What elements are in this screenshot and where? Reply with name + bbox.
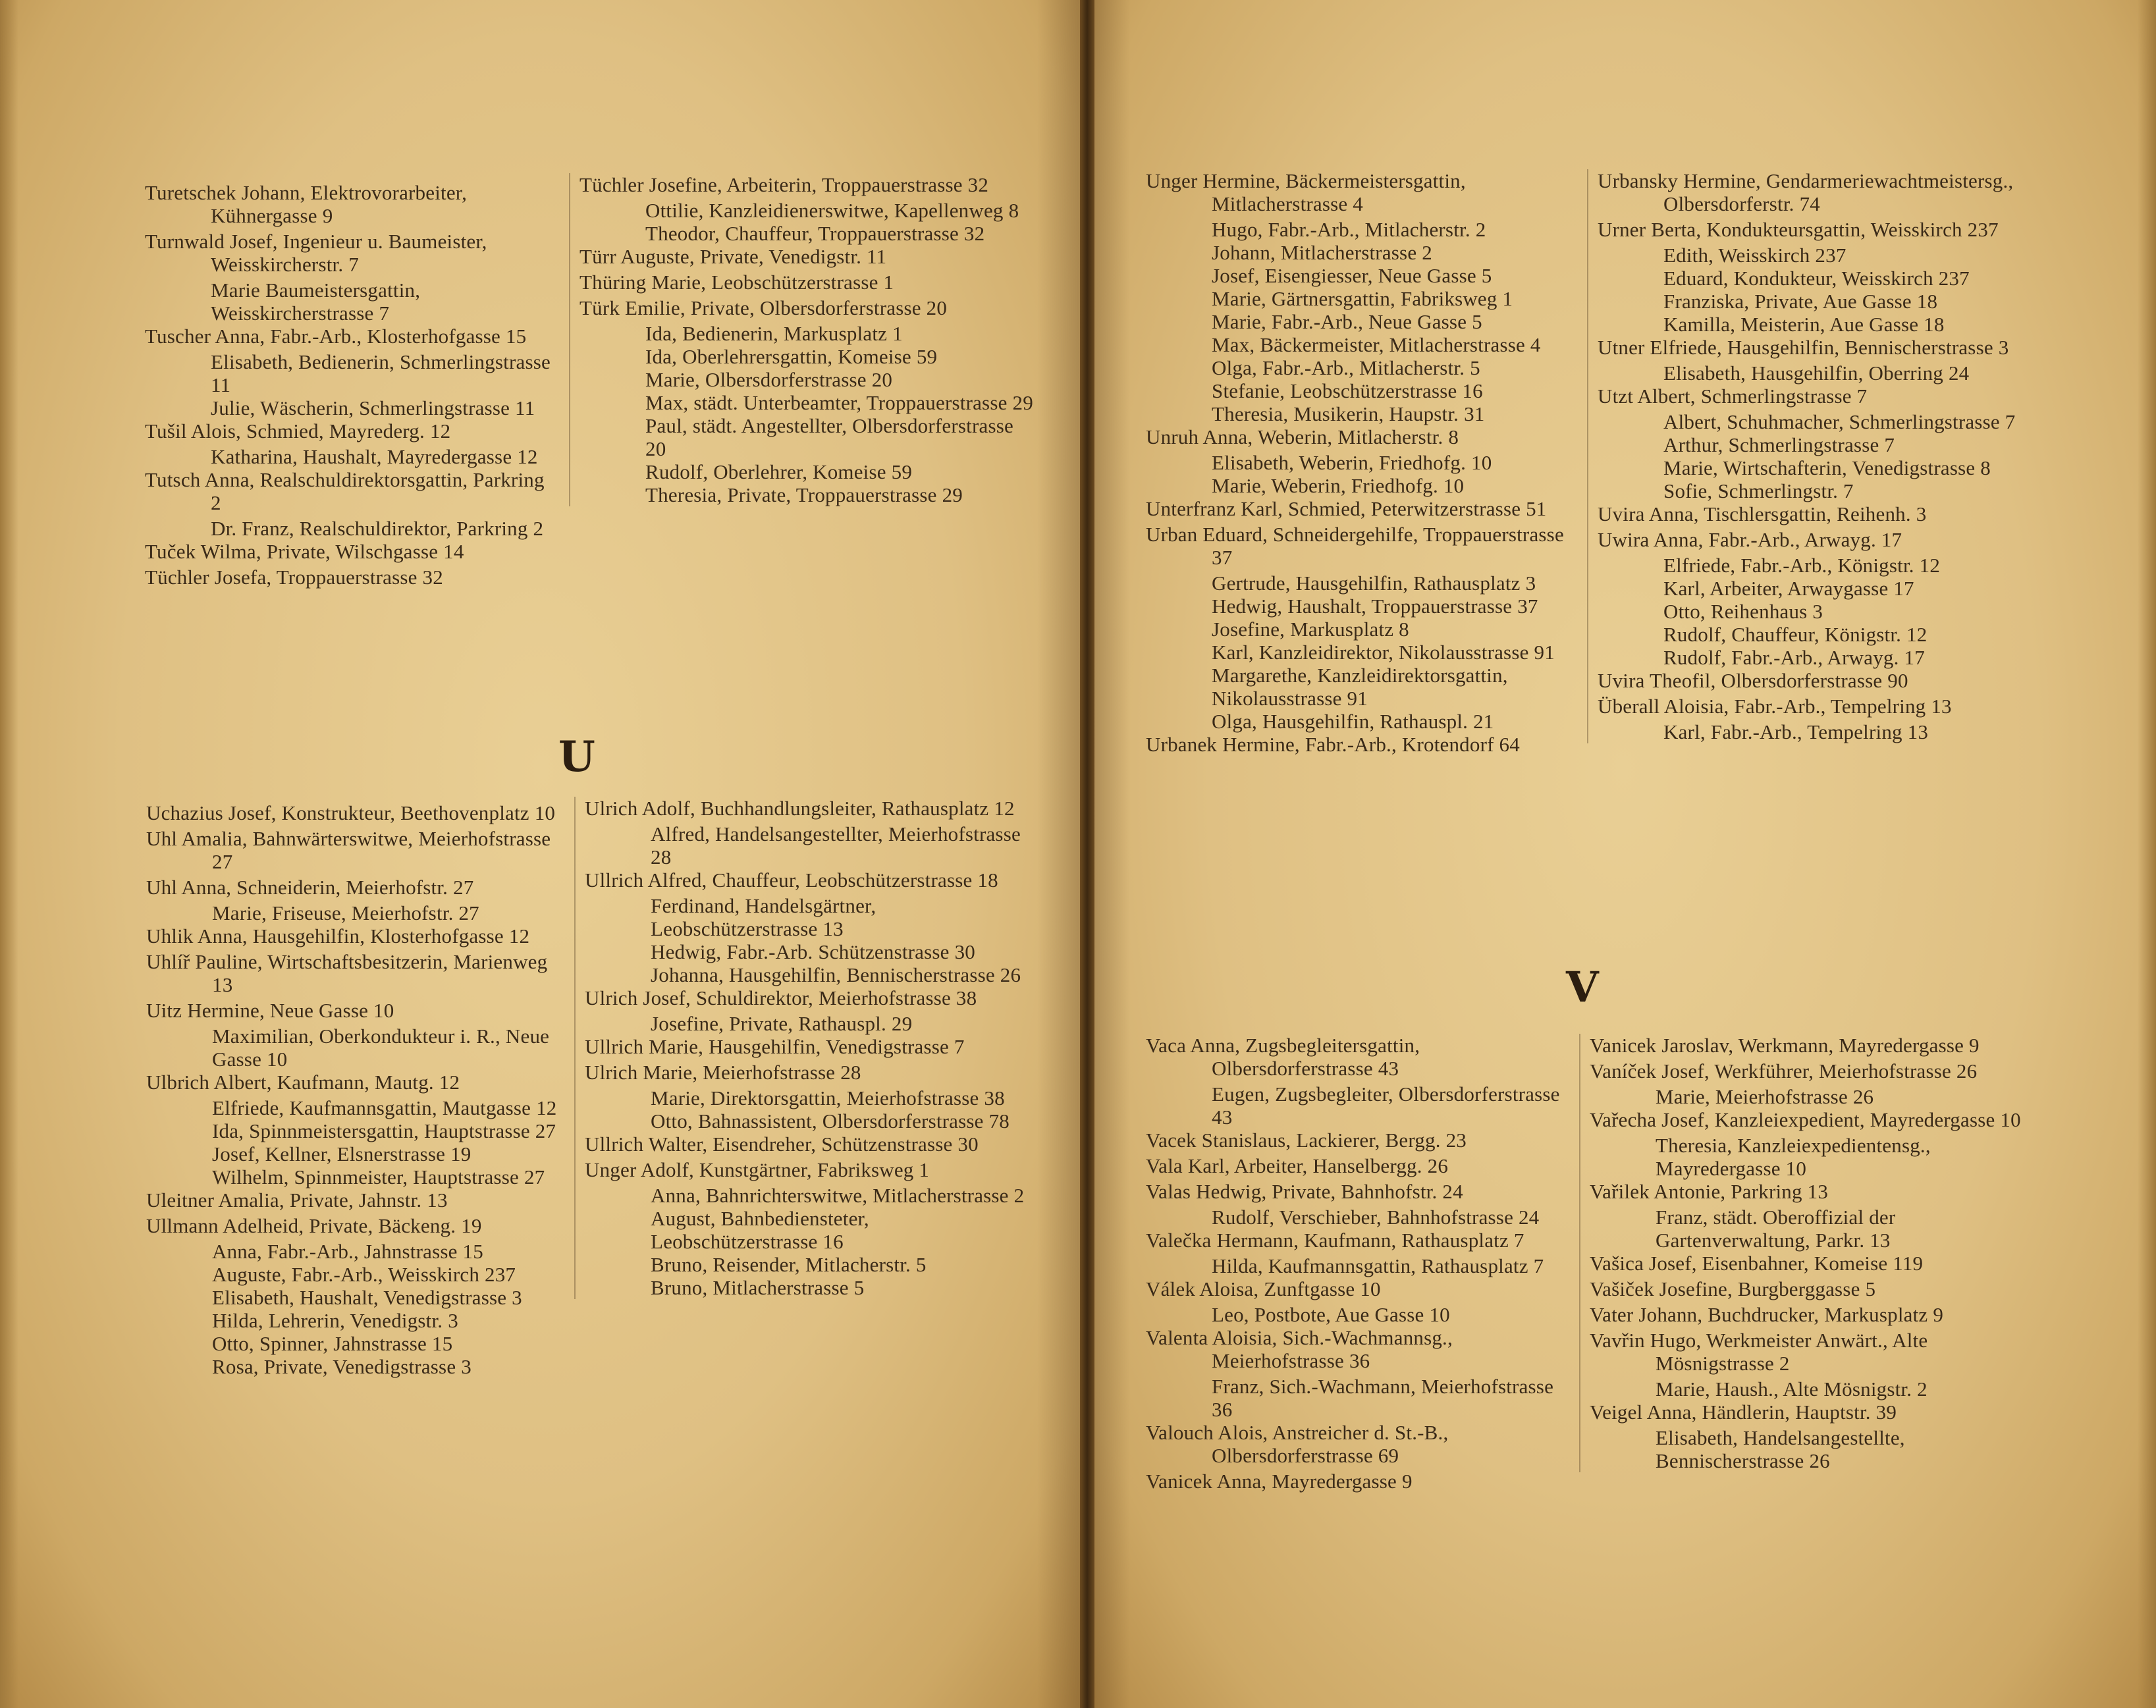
directory-entry: Urner Berta, Kondukteursgattin, Weisskirch 237: [1598, 218, 1999, 241]
directory-entry: Urbanek Hermine, Fabr.-Arb., Krotendorf 64: [1146, 733, 1520, 756]
directory-entry: Vanicek Jaroslav, Werkmann, Mayredergasse 9: [1590, 1034, 1980, 1057]
directory-entry: Uvira Anna, Tischlersgattin, Reihenh. 3: [1598, 502, 1927, 525]
directory-subentry: Franz, städt. Oberoffizial der Gartenverwaltung, Parkr. 13: [1656, 1206, 1896, 1252]
directory-entry: Unger Adolf, Kunstgärtner, Fabriksweg 1: [585, 1158, 930, 1181]
directory-entry: Vašica Josef, Eisenbahner, Komeise 119: [1590, 1252, 1924, 1275]
directory-subentry: Josefine, Private, Rathauspl. 29: [651, 1012, 913, 1035]
directory-subentry: Max, städt. Unterbeamter, Troppauerstrasse 29: [645, 391, 1033, 414]
directory-subentry: Albert, Schuhmacher, Schmerlingstrasse 7: [1663, 410, 2016, 433]
directory-entry: Uchazius Josef, Konstrukteur, Beethovenplatz 10: [146, 801, 556, 824]
directory-subentry: August, Bahnbediensteter, Leobschützerstrasse 16: [651, 1207, 869, 1253]
directory-entry: Uvira Theofil, Olbersdorferstrasse 90: [1598, 669, 1908, 692]
directory-subentry: Marie, Fabr.-Arb., Neue Gasse 5: [1212, 310, 1482, 333]
directory-subentry: Dr. Franz, Realschuldirektor, Parkring 2: [211, 517, 544, 540]
directory-entry: Uhlíř Pauline, Wirtschaftsbesitzerin, Marienweg 13: [146, 950, 548, 996]
directory-subentry: Sofie, Schmerlingstr. 7: [1663, 479, 1854, 502]
directory-subentry: Stefanie, Leobschützerstrasse 16: [1212, 379, 1483, 402]
directory-subentry: Eugen, Zugsbegleiter, Olbersdorferstrasse 43: [1212, 1082, 1560, 1129]
directory-entry: Valenta Aloisia, Sich.-Wachmannsg., Meierhofstrasse 36: [1146, 1326, 1453, 1372]
column-u-right: [574, 797, 1039, 1299]
directory-subentry: Auguste, Fabr.-Arb., Weisskirch 237: [212, 1263, 516, 1286]
directory-subentry: Ottilie, Kanzleidienerswitwe, Kapellenweg 8: [645, 199, 1019, 222]
directory-subentry: Otto, Spinner, Jahnstrasse 15: [212, 1332, 453, 1355]
directory-subentry: Johann, Mitlacherstrasse 2: [1212, 241, 1432, 264]
directory-subentry: Elisabeth, Weberin, Friedhofg. 10: [1212, 451, 1492, 474]
directory-subentry: Marie, Direktorsgattin, Meierhofstrasse 38: [651, 1086, 1005, 1109]
directory-subentry: Marie, Olbersdorferstrasse 20: [645, 368, 893, 391]
directory-subentry: Franziska, Private, Aue Gasse 18: [1663, 290, 1938, 313]
directory-entry: Ullrich Walter, Eisendreher, Schützenstrasse 30: [585, 1133, 979, 1156]
section-letter-v: V: [1566, 963, 1599, 1012]
directory-subentry: Hedwig, Haushalt, Troppauerstrasse 37: [1212, 595, 1538, 618]
directory-subentry: Max, Bäckermeister, Mitlacherstrasse 4: [1212, 333, 1541, 356]
directory-subentry: Elisabeth, Bedienerin, Schmerlingstrasse 11: [211, 350, 551, 396]
directory-entry: Unger Hermine, Bäckermeistersgattin, Mitlacherstrasse 4: [1146, 169, 1466, 215]
directory-subentry: Franz, Sich.-Wachmann, Meierhofstrasse 36: [1212, 1375, 1554, 1421]
directory-subentry: Bruno, Mitlacherstrasse 5: [651, 1276, 865, 1299]
directory-subentry: Elfriede, Kaufmannsgattin, Mautgasse 12: [212, 1096, 557, 1119]
directory-entry: Unruh Anna, Weberin, Mitlacherstr. 8: [1146, 425, 1459, 448]
directory-subentry: Hedwig, Fabr.-Arb. Schützenstrasse 30: [651, 940, 975, 963]
directory-subentry: Marie Baumeistersgattin, Weisskircherstrasse 7: [211, 279, 421, 325]
directory-subentry: Josef, Eisengiesser, Neue Gasse 5: [1212, 264, 1492, 287]
directory-entry: Turetschek Johann, Elektrovorarbeiter, Kühnergasse 9: [145, 181, 468, 227]
directory-entry: Überall Aloisia, Fabr.-Arb., Tempelring 13: [1598, 695, 1952, 718]
directory-subentry: Elfriede, Fabr.-Arb., Königstr. 12: [1663, 554, 1941, 577]
directory-subentry: Hilda, Lehrerin, Venedigstr. 3: [212, 1309, 458, 1332]
directory-subentry: Karl, Kanzleidirektor, Nikolausstrasse 91: [1212, 641, 1555, 664]
directory-subentry: Josefine, Markusplatz 8: [1212, 618, 1409, 641]
directory-subentry: Marie, Gärtnersgattin, Fabriksweg 1: [1212, 287, 1513, 310]
directory-entry: Uhl Anna, Schneiderin, Meierhofstr. 27: [146, 876, 474, 899]
column-u-continued-left: [1146, 169, 1571, 759]
directory-entry: Vanicek Anna, Mayredergasse 9: [1146, 1470, 1413, 1493]
directory-entry: Türk Emilie, Private, Olbersdorferstrasse 20: [579, 296, 948, 319]
directory-entry: Utner Elfriede, Hausgehilfin, Bennischerstrasse 3: [1598, 336, 2009, 359]
directory-subentry: Gertrude, Hausgehilfin, Rathausplatz 3: [1212, 572, 1536, 595]
directory-subentry: Elisabeth, Handelsangestellte, Bennischerstrasse 26: [1656, 1426, 1905, 1472]
directory-entry: Valas Hedwig, Private, Bahnhofstr. 24: [1146, 1180, 1463, 1203]
page-edge-left: [0, 0, 18, 1708]
column-t-left: [145, 181, 556, 591]
directory-subentry: Hugo, Fabr.-Arb., Mitlacherstr. 2: [1212, 218, 1486, 241]
column-v-right: [1579, 1034, 2044, 1472]
directory-subentry: Rudolf, Verschieber, Bahnhofstrasse 24: [1212, 1206, 1540, 1229]
directory-subentry: Theresia, Kanzleiexpedientensg., Mayredergasse 10: [1656, 1134, 1931, 1180]
directory-entry: Ulbrich Albert, Kaufmann, Mautg. 12: [146, 1071, 460, 1094]
directory-entry: Ullrich Alfred, Chauffeur, Leobschützerstrasse 18: [585, 868, 998, 892]
directory-subentry: Theodor, Chauffeur, Troppauerstrasse 32: [645, 222, 985, 245]
column-v-left: [1146, 1034, 1571, 1495]
directory-subentry: Olga, Fabr.-Arb., Mitlacherstr. 5: [1212, 356, 1480, 379]
page-edge-right: [2138, 0, 2156, 1708]
directory-entry: Ullmann Adelheid, Private, Bäckeng. 19: [146, 1214, 482, 1237]
directory-entry: Uleitner Amalia, Private, Jahnstr. 13: [146, 1188, 448, 1212]
directory-subentry: Karl, Fabr.-Arb., Tempelring 13: [1663, 720, 1929, 743]
directory-entry: Ulrich Adolf, Buchhandlungsleiter, Rathausplatz 12: [585, 797, 1015, 820]
directory-entry: Urban Eduard, Schneidergehilfe, Troppauerstrasse 37: [1146, 523, 1564, 569]
directory-entry: Vařecha Josef, Kanzleiexpedient, Mayredergasse 10: [1590, 1108, 2021, 1131]
directory-entry: Vala Karl, Arbeiter, Hanselbergg. 26: [1146, 1154, 1449, 1177]
directory-subentry: Rudolf, Oberlehrer, Komeise 59: [645, 460, 913, 483]
directory-subentry: Theresia, Private, Troppauerstrasse 29: [645, 483, 963, 506]
directory-subentry: Rosa, Private, Venedigstrasse 3: [212, 1355, 472, 1378]
directory-subentry: Margarethe, Kanzleidirektorsgattin, Nikolausstrasse 91: [1212, 664, 1508, 710]
directory-subentry: Rudolf, Chauffeur, Königstr. 12: [1663, 623, 1927, 646]
directory-entry: Uitz Hermine, Neue Gasse 10: [146, 999, 394, 1022]
directory-subentry: Rudolf, Fabr.-Arb., Arwayg. 17: [1663, 646, 1925, 669]
directory-subentry: Karl, Arbeiter, Arwaygasse 17: [1663, 577, 1914, 600]
directory-subentry: Bruno, Reisender, Mitlacherstr. 5: [651, 1253, 927, 1276]
directory-subentry: Kamilla, Meisterin, Aue Gasse 18: [1663, 313, 1945, 336]
directory-subentry: Otto, Reihenhaus 3: [1663, 600, 1823, 623]
directory-subentry: Leo, Postbote, Aue Gasse 10: [1212, 1303, 1450, 1326]
directory-entry: Válek Aloisa, Zunftgasse 10: [1146, 1277, 1381, 1300]
directory-subentry: Anna, Fabr.-Arb., Jahnstrasse 15: [212, 1240, 483, 1263]
column-u-continued-right: [1587, 169, 2045, 743]
directory-subentry: Olga, Hausgehilfin, Rathauspl. 21: [1212, 710, 1494, 733]
directory-subentry: Marie, Wirtschafterin, Venedigstrasse 8: [1663, 456, 1991, 479]
directory-entry: Tuček Wilma, Private, Wilschgasse 14: [145, 540, 464, 563]
book-gutter: [1080, 0, 1094, 1708]
directory-entry: Tüchler Josefine, Arbeiterin, Troppauerstrasse 32: [579, 173, 989, 196]
directory-subentry: Hilda, Kaufmannsgattin, Rathausplatz 7: [1212, 1254, 1544, 1277]
directory-entry: Uhlik Anna, Hausgehilfin, Klosterhofgasse 12: [146, 924, 530, 947]
directory-entry: Thüring Marie, Leobschützerstrasse 1: [579, 271, 894, 294]
directory-entry: Vařilek Antonie, Parkring 13: [1590, 1180, 1829, 1203]
directory-subentry: Marie, Friseuse, Meierhofstr. 27: [212, 901, 479, 924]
column-u-left: [146, 801, 561, 1378]
directory-subentry: Ida, Bedienerin, Markusplatz 1: [645, 322, 903, 345]
directory-subentry: Julie, Wäscherin, Schmerlingstrasse 11: [211, 396, 535, 419]
directory-entry: Vaníček Josef, Werkführer, Meierhofstrasse 26: [1590, 1059, 1978, 1082]
directory-entry: Tüchler Josefa, Troppauerstrasse 32: [145, 566, 443, 589]
directory-subentry: Wilhelm, Spinnmeister, Hauptstrasse 27: [212, 1165, 545, 1188]
directory-entry: Tutsch Anna, Realschuldirektorsgattin, Parkring 2: [145, 468, 545, 514]
directory-entry: Uhl Amalia, Bahnwärterswitwe, Meierhofstrasse 27: [146, 827, 551, 873]
directory-entry: Vater Johann, Buchdrucker, Markusplatz 9: [1590, 1303, 1944, 1326]
directory-subentry: Otto, Bahnassistent, Olbersdorferstrasse 78: [651, 1109, 1010, 1133]
column-t-right: [569, 173, 1034, 506]
directory-entry: Turnwald Josef, Ingenieur u. Baumeister, Weisskircherstr. 7: [145, 230, 487, 276]
directory-entry: Unterfranz Karl, Schmied, Peterwitzerstrasse 51: [1146, 497, 1547, 520]
directory-subentry: Marie, Meierhofstrasse 26: [1656, 1085, 1874, 1108]
directory-subentry: Johanna, Hausgehilfin, Bennischerstrasse 26: [651, 963, 1021, 986]
directory-subentry: Alfred, Handelsangestellter, Meierhofstrasse 28: [651, 822, 1021, 868]
directory-subentry: Marie, Weberin, Friedhofg. 10: [1212, 474, 1465, 497]
directory-subentry: Arthur, Schmerlingstrasse 7: [1663, 433, 1895, 456]
directory-subentry: Ferdinand, Handelsgärtner, Leobschützerstrasse 13: [651, 894, 876, 940]
directory-entry: Vašiček Josefine, Burgberggasse 5: [1590, 1277, 1876, 1300]
directory-subentry: Theresia, Musikerin, Haupstr. 31: [1212, 402, 1485, 425]
directory-subentry: Josef, Kellner, Elsnerstrasse 19: [212, 1142, 472, 1165]
directory-subentry: Maximilian, Oberkondukteur i. R., Neue Gasse 10: [212, 1025, 550, 1071]
directory-entry: Vavřin Hugo, Werkmeister Anwärt., Alte Mösnigstrasse 2: [1590, 1329, 1928, 1375]
directory-subentry: Elisabeth, Haushalt, Venedigstrasse 3: [212, 1286, 522, 1309]
directory-entry: Ulrich Marie, Meierhofstrasse 28: [585, 1061, 861, 1084]
directory-entry: Valouch Alois, Anstreicher d. St.-B., Olbersdorferstrasse 69: [1146, 1421, 1449, 1467]
directory-entry: Vaca Anna, Zugsbegleitersgattin, Olbersdorferstrasse 43: [1146, 1034, 1420, 1080]
directory-subentry: Marie, Haush., Alte Mösnigstr. 2: [1656, 1377, 1927, 1401]
directory-entry: Veigel Anna, Händlerin, Hauptstr. 39: [1590, 1401, 1897, 1424]
directory-subentry: Ida, Spinnmeistersgattin, Hauptstrasse 27: [212, 1119, 556, 1142]
directory-entry: Valečka Hermann, Kaufmann, Rathausplatz 7: [1146, 1229, 1524, 1252]
directory-entry: Türr Auguste, Private, Venedigstr. 11: [579, 245, 887, 268]
directory-subentry: Eduard, Kondukteur, Weisskirch 237: [1663, 267, 1970, 290]
directory-subentry: Edith, Weisskirch 237: [1663, 244, 1846, 267]
directory-entry: Ullrich Marie, Hausgehilfin, Venedigstrasse 7: [585, 1035, 965, 1058]
directory-entry: Uwira Anna, Fabr.-Arb., Arwayg. 17: [1598, 528, 1902, 551]
directory-entry: Ulrich Josef, Schuldirektor, Meierhofstrasse 38: [585, 986, 977, 1009]
directory-subentry: Elisabeth, Hausgehilfin, Oberring 24: [1663, 361, 1970, 385]
directory-entry: Urbansky Hermine, Gendarmeriewachtmeistersg., Olbersdorferstr. 74: [1598, 169, 2014, 215]
directory-entry: Vacek Stanislaus, Lackierer, Bergg. 23: [1146, 1129, 1467, 1152]
directory-subentry: Paul, städt. Angestellter, Olbersdorferstrasse 20: [645, 414, 1013, 460]
section-letter-u: U: [558, 732, 595, 782]
directory-entry: Tuscher Anna, Fabr.-Arb., Klosterhofgasse 15: [145, 325, 527, 348]
directory-subentry: Katharina, Haushalt, Mayredergasse 12: [211, 445, 538, 468]
directory-subentry: Ida, Oberlehrersgattin, Komeise 59: [645, 345, 938, 368]
directory-subentry: Anna, Bahnrichterswitwe, Mitlacherstrasse 2: [651, 1184, 1025, 1207]
directory-entry: Utzt Albert, Schmerlingstrasse 7: [1598, 385, 1868, 408]
directory-entry: Tušil Alois, Schmied, Mayrederg. 12: [145, 419, 451, 442]
